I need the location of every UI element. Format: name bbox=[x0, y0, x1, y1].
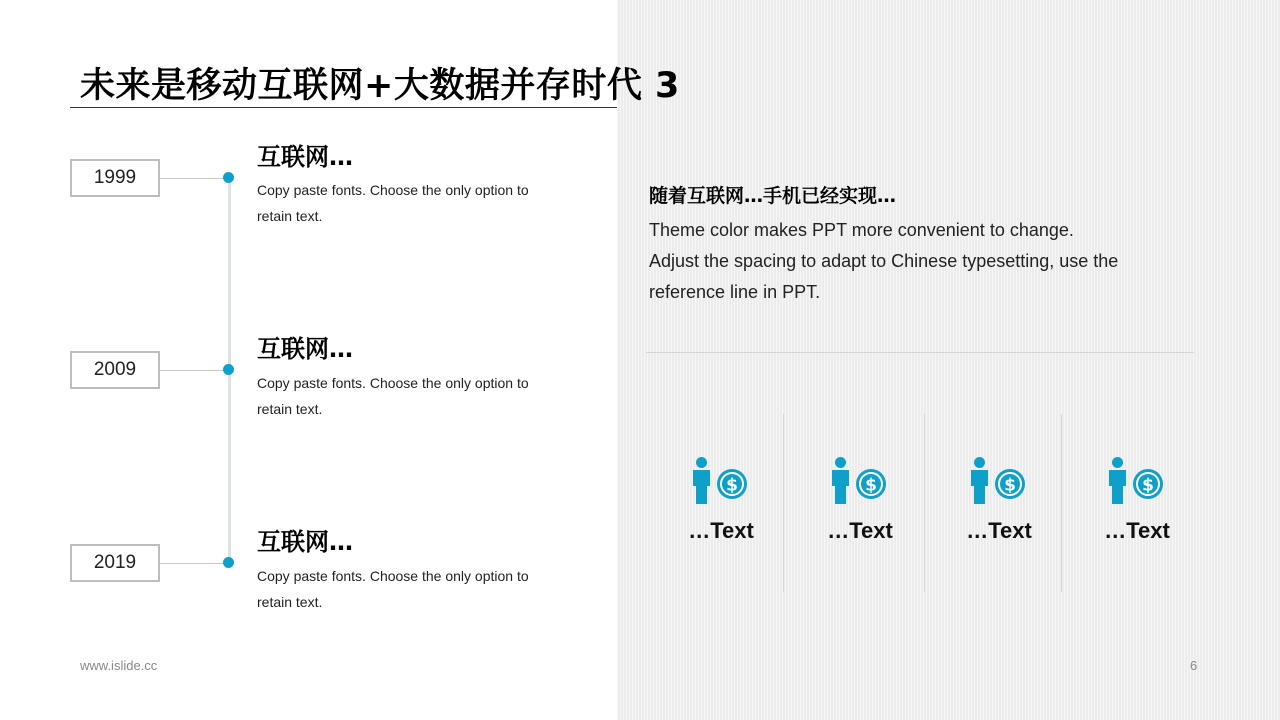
panel-divider bbox=[646, 352, 1194, 353]
svg-text:$: $ bbox=[865, 475, 877, 496]
panel-body-line: Theme color makes PPT more convenient to change. bbox=[649, 220, 1074, 240]
stat-item bbox=[805, 456, 915, 544]
stat-item bbox=[1082, 456, 1192, 544]
slide-title: 未来是移动互联网+大数据并存时代 3 bbox=[80, 66, 680, 106]
panel-heading: 随着互联网…手机已经实现… bbox=[649, 185, 897, 207]
column-divider bbox=[924, 414, 925, 592]
panel-body-line: reference line in PPT. bbox=[649, 282, 821, 302]
column-divider bbox=[1061, 414, 1062, 592]
panel-body-line: Adjust the spacing to adapt to Chinese typesetting, use the bbox=[649, 251, 1119, 271]
right-panel bbox=[617, 0, 1280, 720]
panel-body bbox=[649, 215, 1189, 308]
person-money-icon bbox=[692, 456, 750, 506]
svg-text:$: $ bbox=[1142, 475, 1154, 496]
year-box-2009: 2009 bbox=[70, 351, 160, 389]
timeline-entry-heading: 互联网… bbox=[257, 528, 353, 556]
stat-label: …Text bbox=[1104, 518, 1170, 543]
timeline-entry-body: Copy paste fonts. Choose the only option to retain text. bbox=[257, 375, 529, 417]
footer-website: www.islide.cc bbox=[80, 658, 158, 673]
timeline-dot bbox=[223, 172, 234, 183]
person-money-icon bbox=[831, 456, 889, 506]
timeline-connector bbox=[158, 370, 228, 371]
timeline-entry-body: Copy paste fonts. Choose the only option to retain text. bbox=[257, 182, 529, 224]
person-money-icon bbox=[970, 456, 1028, 506]
title-underline bbox=[70, 107, 617, 108]
svg-text:$: $ bbox=[1004, 475, 1016, 496]
timeline-dot bbox=[223, 364, 234, 375]
stat-label: …Text bbox=[688, 518, 754, 543]
timeline-connector bbox=[158, 563, 228, 564]
year-box-1999: 1999 bbox=[70, 159, 160, 197]
timeline-connector bbox=[158, 178, 228, 179]
person-money-icon bbox=[1108, 456, 1166, 506]
stat-item bbox=[666, 456, 776, 544]
page-number: 6 bbox=[1190, 658, 1198, 673]
svg-text:$: $ bbox=[726, 475, 738, 496]
column-divider bbox=[783, 414, 784, 592]
stat-label: …Text bbox=[827, 518, 893, 543]
timeline-dot bbox=[223, 557, 234, 568]
timeline-entry-heading: 互联网… bbox=[257, 335, 353, 363]
timeline-entry-body: Copy paste fonts. Choose the only option to retain text. bbox=[257, 568, 529, 610]
stat-label: …Text bbox=[966, 518, 1032, 543]
year-box-2019: 2019 bbox=[70, 544, 160, 582]
timeline-entry-heading: 互联网… bbox=[257, 143, 353, 171]
stat-item bbox=[944, 456, 1054, 544]
